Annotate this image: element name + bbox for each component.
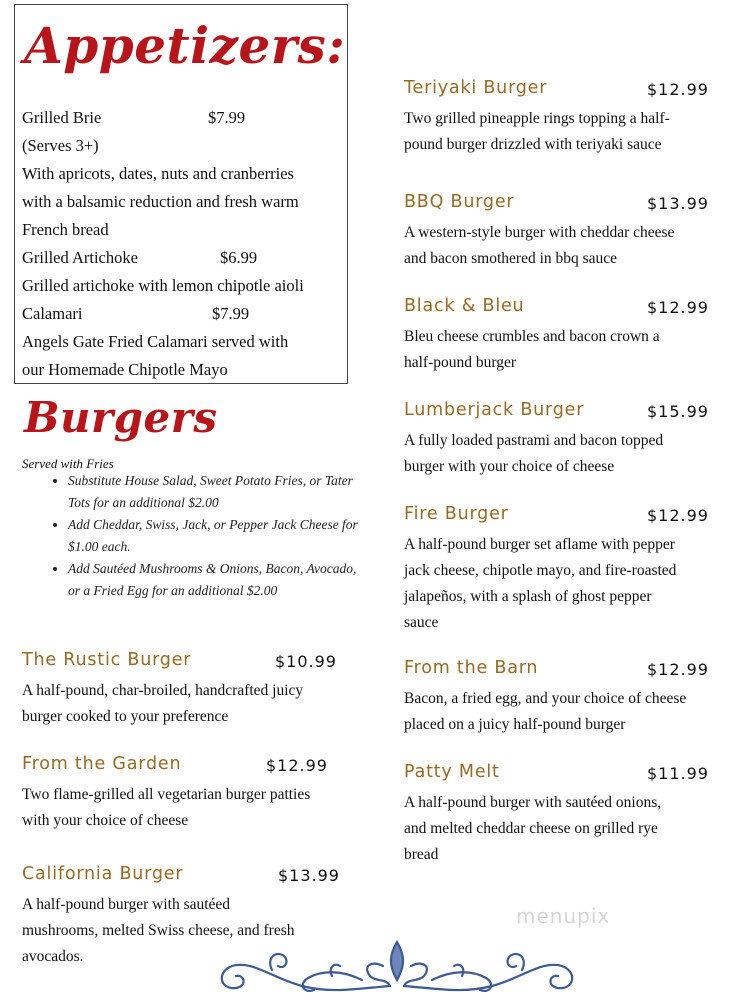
item-desc-line: Bacon, a fried egg, and your choice of cheese: [404, 690, 687, 707]
item-price: $11.99: [647, 764, 709, 783]
item-desc-line: A western-style burger with cheddar cheese: [404, 224, 675, 241]
item-name: Fire Burger: [404, 504, 509, 524]
item-desc-line: Bleu cheese crumbles and bacon crown a: [404, 328, 660, 345]
menu-item: [404, 400, 734, 480]
item-desc-line: bread: [404, 846, 439, 863]
appetizer-price: $7.99: [208, 108, 246, 127]
item-name: BBQ Burger: [404, 192, 515, 212]
appetizer-desc-line: our Homemade Chipotle Mayo: [22, 360, 228, 379]
appetizer-item: [22, 104, 342, 384]
item-desc-line: mushrooms, melted Swiss cheese, and fresh: [22, 922, 295, 939]
item-name: Patty Melt: [404, 762, 500, 782]
item-desc-line: and melted cheddar cheese on grilled rye: [404, 820, 658, 837]
item-name: From the Barn: [404, 658, 539, 678]
appetizer-desc-line: Angels Gate Fried Calamari served with: [22, 332, 289, 351]
item-desc-line: half-pound burger: [404, 354, 517, 371]
item-desc-line: avocados.: [22, 948, 84, 965]
burger-notes: [48, 470, 358, 602]
item-desc-line: placed on a juicy half-pound burger: [404, 716, 626, 733]
menu-item: [404, 504, 734, 636]
served-with-fries: Served with Fries: [22, 456, 114, 471]
item-desc-line: A half-pound burger with sautéed: [22, 896, 231, 913]
appetizer-desc-line: with a balsamic reduction and fresh warm: [22, 192, 299, 211]
flourish-ornament-icon: [212, 936, 582, 998]
item-price: $13.99: [278, 866, 340, 885]
item-price: $12.99: [647, 506, 709, 525]
appetizer-desc-line: French bread: [22, 220, 109, 239]
appetizer-desc-line: Grilled artichoke with lemon chipotle aioli: [22, 276, 304, 295]
item-price: $10.99: [275, 652, 337, 671]
menu-item: [404, 296, 734, 376]
item-desc-line: Two grilled pineapple rings topping a half-: [404, 110, 670, 127]
item-desc-line: sauce: [404, 614, 439, 631]
burger-note: • Substitute House Salad, Sweet Potato Fries, or Tater Tots for an additional $2.00: [68, 470, 358, 514]
menu-item: [22, 754, 352, 834]
item-price: $12.99: [266, 756, 328, 775]
item-name: From the Garden: [22, 754, 182, 774]
item-desc-line: Two flame-grilled all vegetarian burger patties: [22, 786, 311, 803]
item-desc-line: pound burger drizzled with teriyaki sauce: [404, 136, 662, 153]
item-name: California Burger: [22, 864, 184, 884]
item-desc-line: jalapeños, with a splash of ghost pepper: [404, 588, 652, 605]
item-desc-line: A half-pound, char-broiled, handcrafted juicy: [22, 682, 304, 699]
item-desc-line: A fully loaded pastrami and bacon topped: [404, 432, 664, 449]
appetizer-price: $6.99: [220, 248, 258, 267]
item-price: $12.99: [647, 80, 709, 99]
item-name: The Rustic Burger: [22, 650, 192, 670]
item-price: $12.99: [647, 298, 709, 317]
item-desc-line: burger with your choice of cheese: [404, 458, 615, 475]
burgers-title: Burgers: [24, 393, 218, 442]
item-name: Black & Bleu: [404, 296, 525, 316]
item-desc-line: with your choice of cheese: [22, 812, 189, 829]
appetizers-title: Appetizers:: [24, 16, 346, 75]
appetizer-price: $7.99: [212, 304, 250, 323]
item-name: Lumberjack Burger: [404, 400, 585, 420]
watermark: menupix: [516, 904, 611, 928]
item-desc-line: A half-pound burger set aflame with pepper: [404, 536, 675, 553]
item-price: $12.99: [647, 660, 709, 679]
item-price: $15.99: [647, 402, 709, 421]
item-desc-line: jack cheese, chipotle mayo, and fire-roasted: [404, 562, 677, 579]
item-price: $13.99: [647, 194, 709, 213]
appetizer-desc-line: (Serves 3+): [22, 136, 99, 155]
appetizer-name: Grilled Artichoke: [22, 248, 138, 267]
menu-item: [22, 650, 352, 730]
menu-item: [404, 192, 734, 272]
appetizer-name: Calamari: [22, 304, 83, 323]
item-desc-line: burger cooked to your preference: [22, 708, 229, 725]
menu-item: [404, 762, 734, 868]
menu-item: [404, 78, 734, 158]
menu-item: [404, 658, 734, 738]
item-desc-line: A half-pound burger with sautéed onions,: [404, 794, 662, 811]
item-name: Teriyaki Burger: [404, 78, 548, 98]
burger-note: • Add Cheddar, Swiss, Jack, or Pepper Jack Cheese for $1.00 each.: [68, 514, 358, 558]
appetizer-desc-line: With apricots, dates, nuts and cranberries: [22, 164, 294, 183]
item-desc-line: and bacon smothered in bbq sauce: [404, 250, 618, 267]
appetizer-name: Grilled Brie: [22, 108, 102, 127]
burger-note: • Add Sautéed Mushrooms & Onions, Bacon, Avocado, or a Fried Egg for an additional $2.00: [68, 558, 358, 602]
